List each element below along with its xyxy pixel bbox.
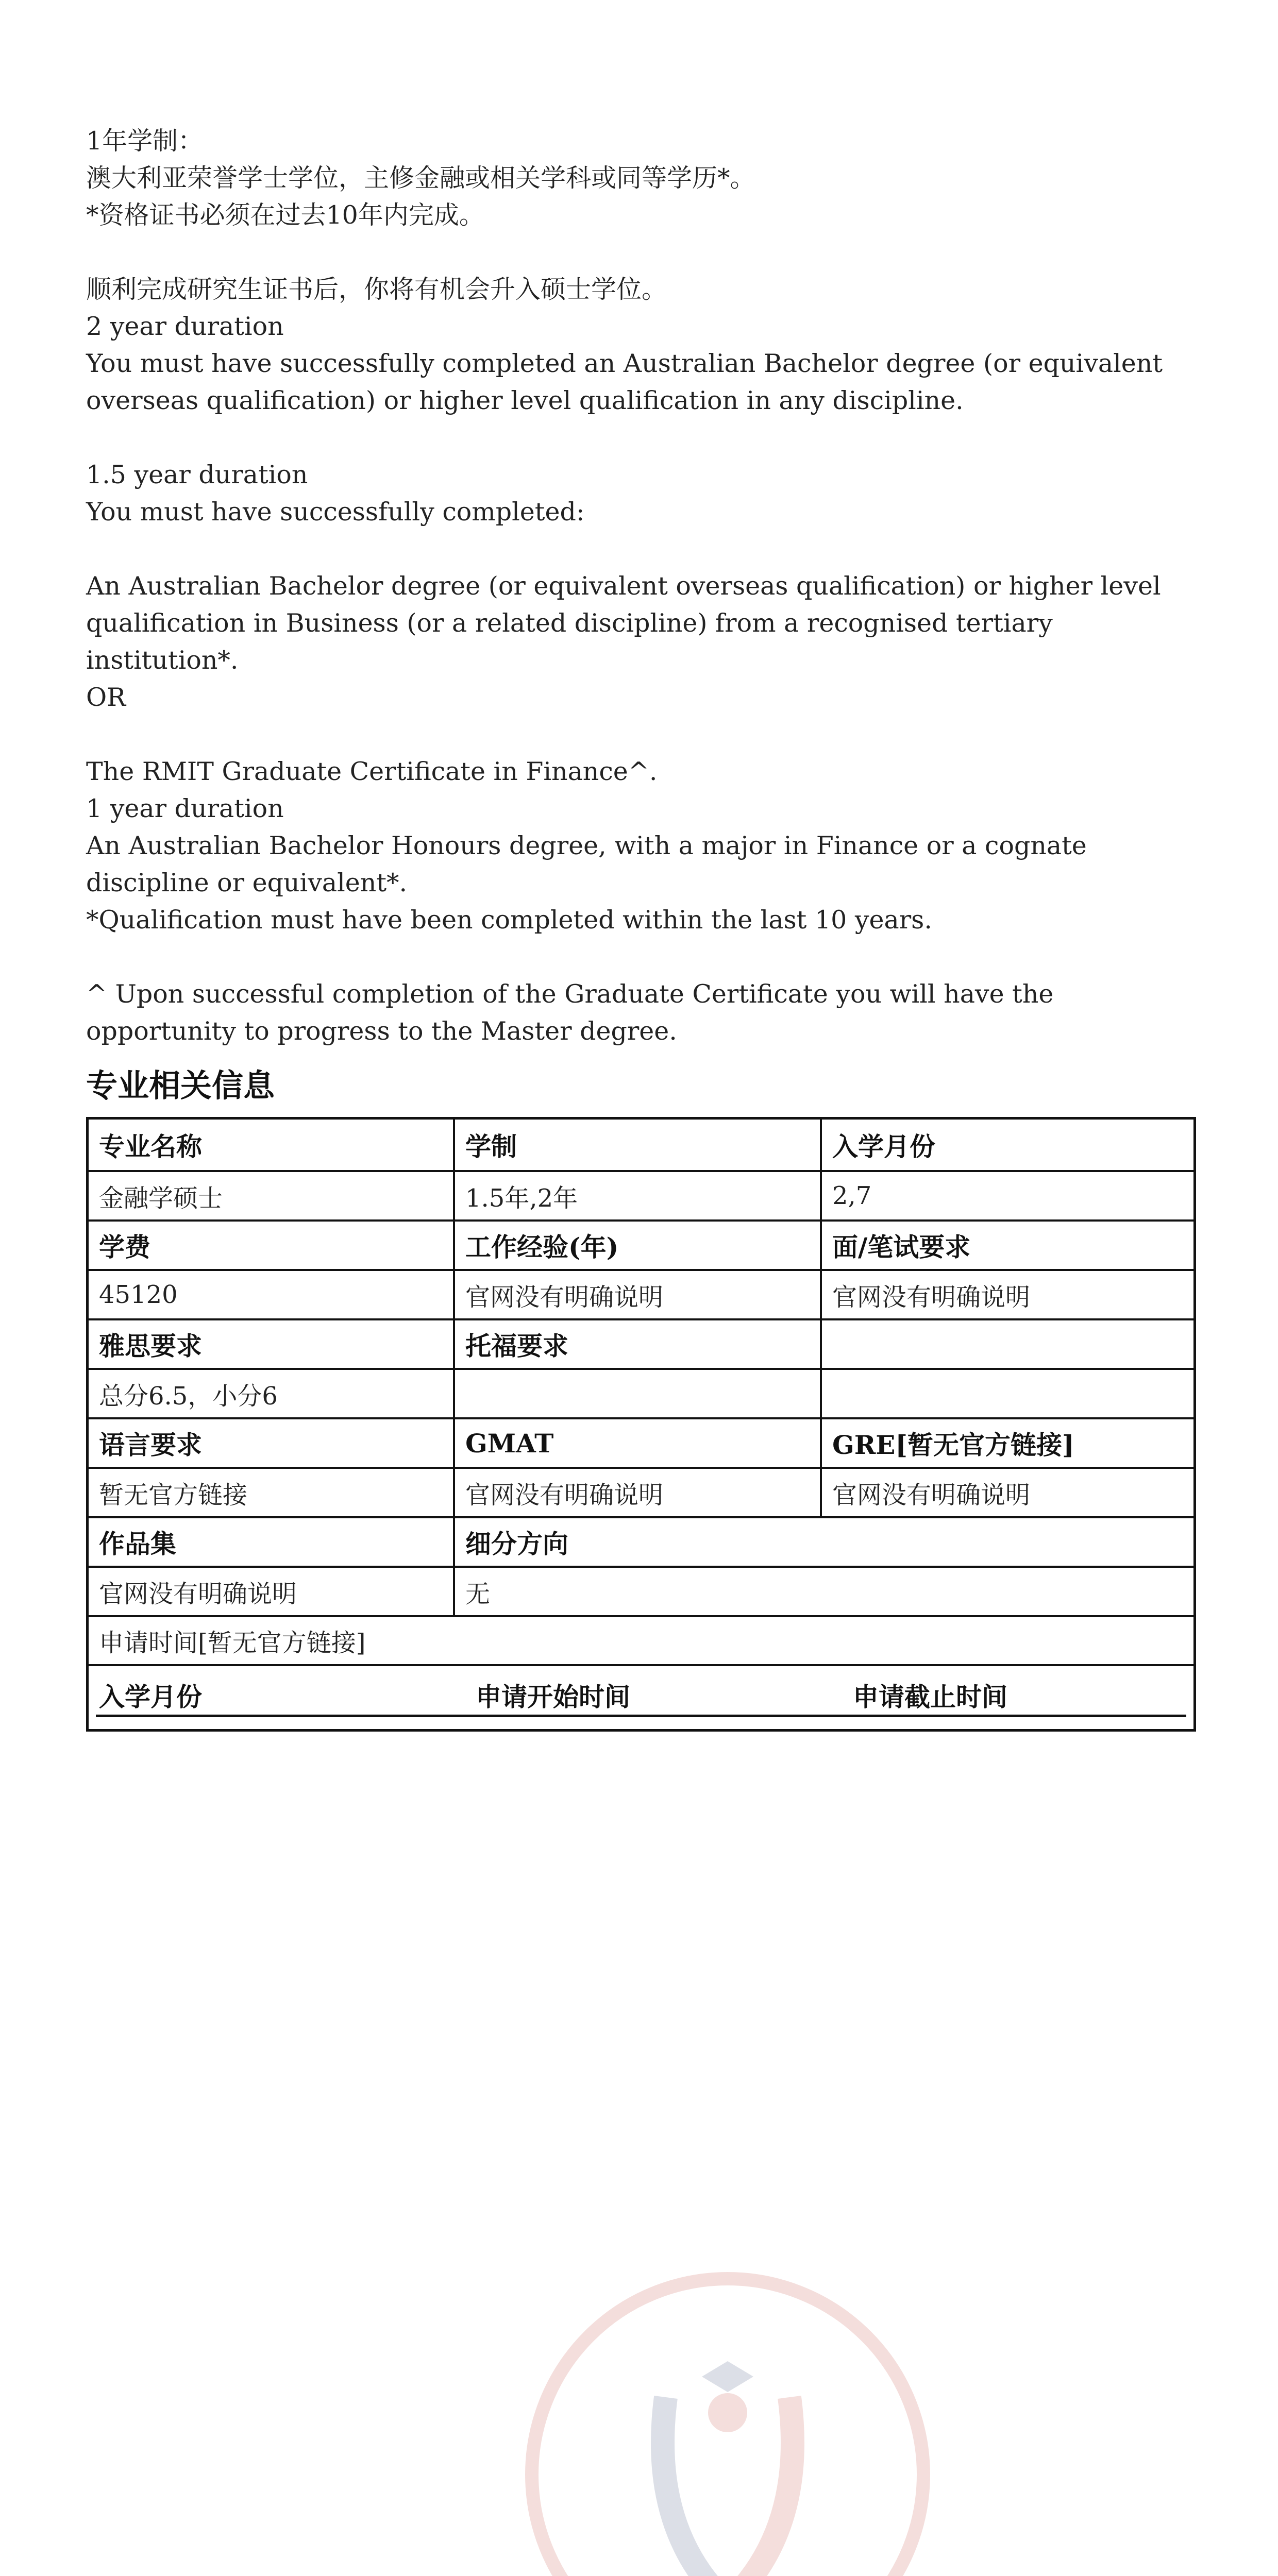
header-tuition: 学费 — [89, 1222, 455, 1269]
header-toefl: 托福要求 — [455, 1320, 822, 1368]
header-interview: 面/笔试要求 — [832, 1232, 971, 1262]
requirement-1-5-option-b: The RMIT Graduate Certificate in Finance^. — [86, 757, 658, 786]
requirement-1-5-or: OR — [86, 683, 126, 712]
header-gre: GRE[暂无官方链接] — [832, 1430, 1074, 1460]
specialization-value: 无 — [465, 1579, 491, 1608]
duration-1-year: 1 year duration — [86, 794, 284, 823]
header-intake-month: 入学月份 — [99, 1682, 202, 1712]
duration-2-year: 2 year duration — [86, 312, 284, 341]
header-gmat: GMAT — [455, 1419, 822, 1467]
requirement-1-year: An Australian Bachelor Honours degree, with a major in Finance or a cognate discipline or equivalent*. — [86, 831, 1095, 897]
portfolio-value: 官网没有明确说明 — [89, 1568, 455, 1615]
intake-value: 2,7 — [832, 1181, 872, 1210]
header-work-experience: 工作经验(年) — [455, 1222, 822, 1269]
header-language: 语言要求 — [89, 1419, 455, 1467]
header-apply-start: 申请开始时间 — [476, 1682, 630, 1712]
requirement-2-year: You must have successfully completed an Australian Bachelor degree (or equivalent overseas qualification) or higher level qualification in any discipline. — [86, 349, 1171, 415]
requirement-1-5-option-a: An Australian Bachelor degree (or equivalent overseas qualification) or higher level qualification in Business (or a related discipline) from a recognised tertiary institution*. — [86, 571, 1169, 675]
zh-duration: 1年学制： — [86, 126, 204, 156]
zh-note: *资格证书必须在过去10年内完成。 — [86, 200, 484, 230]
zh-progress: 顺利完成研究生证书后，你将有机会升入硕士学位。 — [86, 275, 667, 304]
header-ielts: 雅思要求 — [89, 1320, 455, 1368]
requirement-1-5-intro: You must have successfully completed: — [86, 497, 585, 527]
intro-text — [86, 123, 1194, 1050]
empty-cell — [822, 1370, 1193, 1417]
zh-requirement: 澳大利亚荣誉学士学位，主修金融或相关学科或同等学历*。 — [86, 163, 755, 193]
program-name: 金融学硕士 — [89, 1172, 455, 1219]
progress-note: ^ Upon successful completion of the Graduate Certificate you will have the opportunity to progress to the Master degree. — [86, 979, 1062, 1046]
duration-value: 1.5年,2年 — [455, 1172, 822, 1219]
header-program-name: 专业名称 — [89, 1120, 455, 1170]
apply-time-label: 申请时间[暂无官方链接] — [99, 1629, 366, 1657]
work-experience-value: 官网没有明确说明 — [455, 1271, 822, 1318]
requirement-1-year-note: *Qualification must have been completed within the last 10 years. — [86, 905, 932, 935]
ielts-value: 总分6.5，小分6 — [89, 1370, 455, 1417]
gre-value: 官网没有明确说明 — [832, 1480, 1031, 1510]
duration-1-5-year: 1.5 year duration — [86, 460, 308, 489]
empty-cell — [822, 1320, 1193, 1368]
tuition-value: 45120 — [89, 1271, 455, 1318]
header-apply-deadline: 申请截止时间 — [853, 1682, 1007, 1712]
header-specialization: 细分方向 — [465, 1529, 568, 1559]
logo-watermark-icon — [496, 2268, 960, 2576]
header-portfolio: 作品集 — [89, 1518, 455, 1566]
section-title: 专业相关信息 — [86, 1067, 275, 1104]
last-row-underline — [96, 1715, 1186, 1717]
gmat-value: 官网没有明确说明 — [455, 1469, 822, 1516]
header-intake: 入学月份 — [832, 1131, 935, 1162]
header-duration: 学制 — [455, 1120, 822, 1170]
language-value: 暂无官方链接 — [89, 1469, 455, 1516]
interview-value: 官网没有明确说明 — [832, 1282, 1031, 1312]
toefl-value — [455, 1370, 822, 1417]
program-info-table — [86, 1117, 1196, 1732]
